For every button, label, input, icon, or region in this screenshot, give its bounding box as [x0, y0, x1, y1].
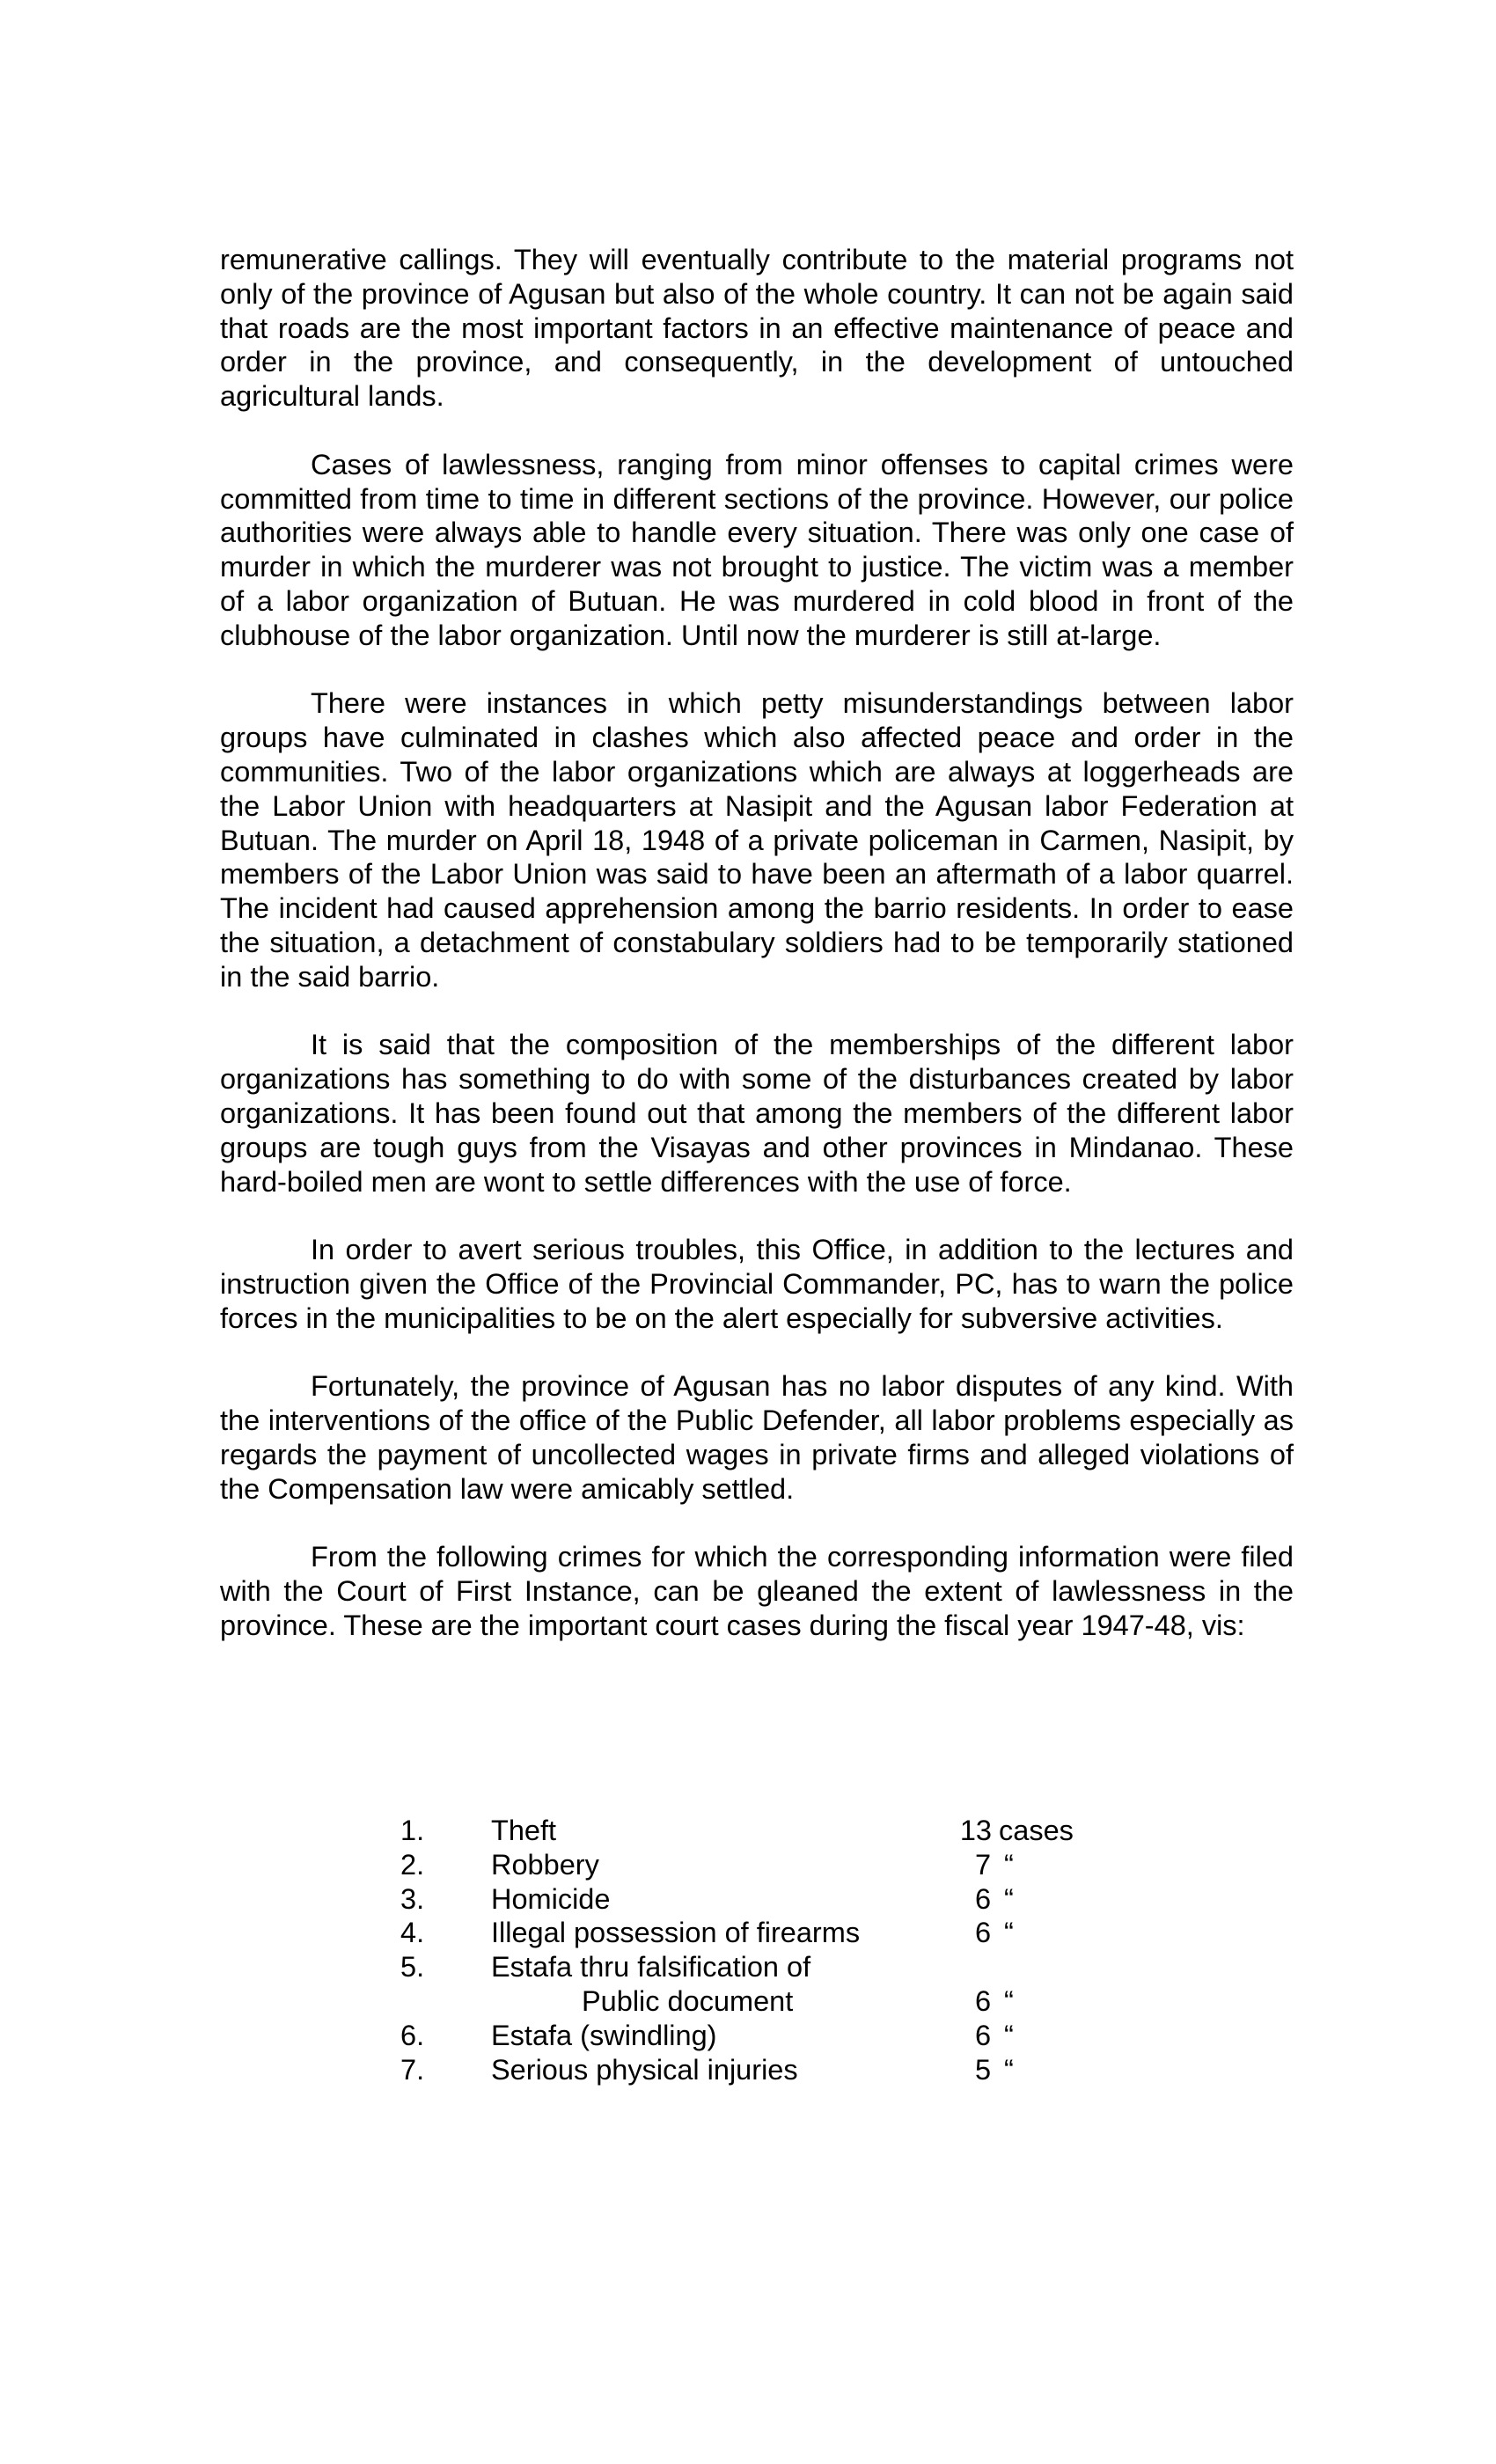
crime-unit: cases — [999, 1815, 1074, 1846]
crime-number: 2. — [400, 1848, 425, 1881]
crime-number: 4. — [400, 1917, 425, 1949]
paragraph-3: There were instances in which petty misunderstandings between labor groups have culminated in clashes which also affected peace and order in the communities. Two of the labor organizations which are always at loggerheads are the Labor Union with headquarters at Nasipit and the Agusan labor Federation at Butuan. The murder on April 18, 1948 of a private policeman in Carmen, Nasipit, by members of the Labor Union was said to have been an aftermath of a labor quarrel. The incident had caused apprehension among the barrio residents. In order to ease the situation, a detachment of constabulary soldiers had to be temporarily stationed in the said barrio. — [220, 687, 1294, 993]
crime-name: Robbery — [491, 1848, 599, 1881]
crime-number: 7. — [400, 2053, 425, 2086]
paragraph-5: In order to avert serious troubles, this Office, in addition to the lectures and instruction given the Office of the Provincial Commander, PC, has to warn the police forces in the municipalities to be on the alert especially for subversive activities. — [220, 1234, 1294, 1334]
crime-name: Theft — [491, 1815, 557, 1846]
crime-count: 7 — [974, 1848, 992, 1881]
ditto-mark: “ — [1004, 1984, 1014, 2017]
crime-count: 6 — [974, 1984, 992, 2017]
crime-name: Estafa thru falsification of — [491, 1951, 811, 1984]
ditto-mark: “ — [1004, 1882, 1014, 1915]
crime-name: Illegal possession of firearms — [491, 1917, 861, 1949]
crime-count: 6 — [974, 2019, 992, 2051]
paragraph-7: From the following crimes for which the corresponding information were filed with the Court of First Instance, can be gleaned the extent of lawlessness in the province. These are the important court cases during the fiscal year 1947-48, vis: — [220, 1541, 1294, 1641]
crime-number: 1. — [400, 1815, 425, 1846]
ditto-mark: “ — [1004, 2019, 1014, 2051]
crime-name: Serious physical injuries — [491, 2053, 798, 2086]
paragraph-1: remunerative callings. They will eventually contribute to the material programs not only of the province of Agusan but also of the whole country. It can not be again said that roads are the most important factors in an effective maintenance of peace and order in the province, and consequently, in the development of untouched agricultural lands. — [220, 244, 1294, 413]
crime-number: 6. — [400, 2019, 425, 2051]
crime-count: 6 — [974, 1917, 992, 1949]
ditto-mark: “ — [1004, 1848, 1014, 1881]
paragraph-6: Fortunately, the province of Agusan has no labor disputes of any kind. With the interventions of the office of the Public Defender, all labor problems especially as regards the payment of uncollected wages in private firms and alleged violations of the Compensation law were amicably settled. — [220, 1370, 1294, 1505]
crime-count: 6 — [974, 1882, 992, 1915]
crime-count: 5 — [974, 2053, 992, 2086]
crime-name-continuation: Public document — [582, 1984, 794, 2017]
document-body — [220, 243, 1294, 1676]
paragraph-4: It is said that the composition of the memberships of the different labor organizations has something to do with some of the disturbances created by labor organizations. It has been found out that among the members of the different labor groups are tough guys from the Visayas and other provinces in Mindanao. These hard-boiled men are wont to settle differences with the use of force. — [220, 1029, 1294, 1198]
crime-name: Homicide — [491, 1882, 611, 1915]
crime-number: 5. — [400, 1951, 425, 1984]
ditto-mark: “ — [1004, 2053, 1014, 2086]
paragraph-2: Cases of lawlessness, ranging from minor offenses to capital crimes were committed from time to time in different sections of the province. However, our police authorities were always able to handle every situation. There was only one case of murder in which the murderer was not brought to justice. The victim was a member of a labor organization of Butuan. He was murdered in cold blood in front of the clubhouse of the labor organization. Until now the murderer is still at-large. — [220, 448, 1294, 651]
crime-number: 3. — [400, 1882, 425, 1915]
ditto-mark: “ — [1004, 1917, 1014, 1949]
crime-count: 13 — [959, 1815, 992, 1846]
crime-name: Estafa (swindling) — [491, 2019, 717, 2051]
